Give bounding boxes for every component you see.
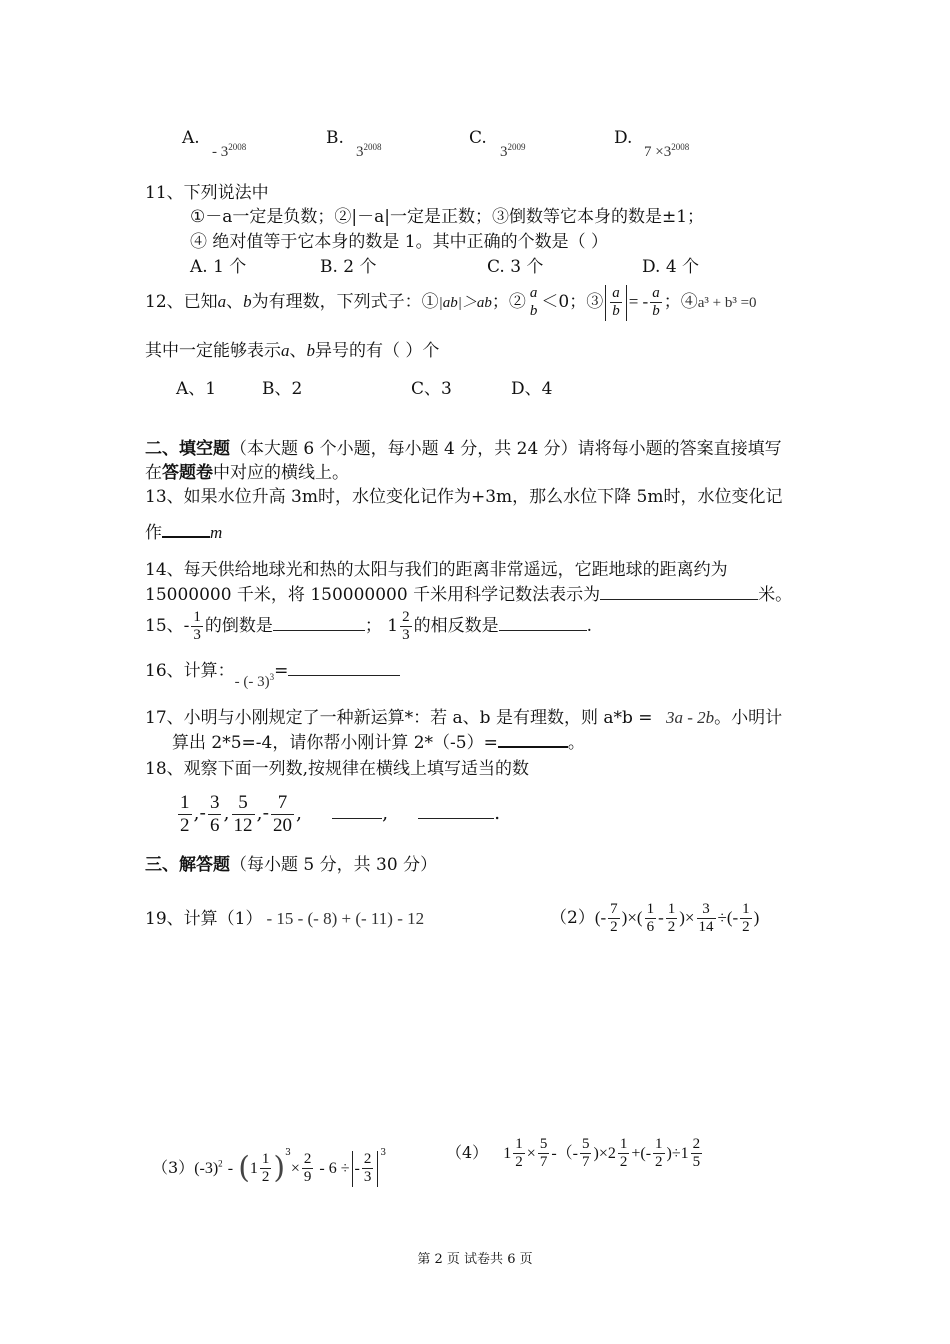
q19-part4	[446, 1128, 704, 1178]
q19-p2-frac2: $\frac{1}{6}$	[646, 900, 655, 935]
q19-p2-frac3: $\frac{1}{2}$	[667, 900, 676, 935]
q15-line	[145, 604, 592, 648]
q15-answer-blank-2[interactable]	[499, 629, 587, 631]
q16-expr: - (- 3)$^3$	[234, 672, 275, 690]
q15-answer-blank-1[interactable]	[273, 629, 365, 631]
q19-p3-abs-left	[352, 1151, 353, 1187]
q14-line2-tail: 米。	[758, 585, 793, 605]
q12-sep: 、	[226, 292, 244, 312]
q18-frac2: $\frac{3}{6}$	[209, 791, 220, 836]
q18-frac3: $\frac{5}{12}$	[233, 791, 253, 836]
q12-option-d: D、4	[511, 379, 553, 399]
q19-p4-frac6: $\frac{2}{5}$	[692, 1135, 701, 1170]
q17-line2-text: 算出 2*5=-4，请你帮小刚计算 2*（-5）=	[172, 733, 498, 753]
q19-p3-minus: -	[227, 1160, 234, 1177]
section2-desc1: （本大题 6 个小题，每小题 4 分，共 24 分）请将每小题的答案直接填写	[230, 439, 782, 459]
q12-line2-var-b: b	[306, 341, 315, 360]
q19-part3	[152, 1128, 387, 1186]
q19-prefix: 19、计算（1）	[145, 909, 263, 929]
q19-p3-paren-open: (	[238, 1150, 250, 1186]
q15-tail: 的相反数是	[413, 616, 499, 636]
q18-comma-2: ,	[223, 802, 230, 824]
q19-p3-label: （3）	[152, 1158, 195, 1177]
q18-frac1: $\frac{1}{2}$	[180, 791, 190, 836]
q17-line1-text: 17、小明与小刚规定了一种新运算*：若 a、b 是有理数，则 a*b =	[145, 708, 653, 728]
q12-option-a: A、1	[176, 379, 217, 399]
q19-p3-times: ×	[290, 1160, 300, 1177]
q18-sequence	[176, 786, 500, 840]
q19-p3-frac2: $\frac{2}{9}$	[303, 1150, 312, 1185]
q19-p4-minus: -（-	[551, 1145, 578, 1162]
q19-p2-times2: )×	[679, 908, 695, 927]
q12-frac3: $\frac{a}{b}$	[612, 284, 620, 319]
q19-p4-w1: 1	[503, 1145, 512, 1162]
q19-p3-frac1: $\frac{1}{2}$	[261, 1150, 270, 1185]
q15-frac2: $\frac{2}{3}$	[402, 608, 410, 643]
q19-p3-exp: 3	[285, 1148, 291, 1158]
q12-mid: 为有理数，下列式子：①	[251, 292, 439, 312]
q12-line2	[145, 336, 439, 361]
q19-p4-times2: )×2	[593, 1145, 616, 1162]
q10-option-c-label: C.	[469, 128, 487, 148]
q12-semi1: ；②	[491, 292, 526, 312]
q13-line1: 13、如果水位升高 3m时，水位变化记作为+3m，那么水位下降 5m时，水位变化记	[145, 487, 783, 507]
q12-line2-var-a: a	[281, 341, 290, 360]
q11-option-d: D. 4 个	[642, 257, 700, 277]
q12-expr4: a³ + b³ =0	[697, 295, 757, 311]
q19-part1	[145, 904, 424, 929]
q19-part2	[550, 894, 759, 942]
q19-p4-frac5: $\frac{1}{2}$	[655, 1135, 663, 1170]
q12-expr2-tail: ＜0；③	[541, 292, 604, 312]
q19-p3-whole: 1	[249, 1160, 258, 1177]
q10-option-d-label: D.	[614, 128, 633, 148]
q12-line2-text: 其中一定能够表示	[145, 341, 281, 361]
q18-comma-1: ,	[193, 802, 200, 824]
q18-answer-blank-1[interactable]	[332, 817, 382, 819]
q12-abs-bar-left	[605, 285, 606, 321]
q18-frac4: $\frac{7}{20}$	[272, 791, 292, 836]
q16-eq: =	[274, 661, 289, 681]
q12-line1	[145, 280, 757, 324]
q15-mid: 的倒数是	[204, 616, 273, 636]
q18-comma-4: ,	[295, 802, 303, 824]
q19-p3-frac3: $\frac{2}{3}$	[363, 1150, 372, 1185]
q17-answer-blank[interactable]	[498, 745, 568, 748]
q12-expr1: |ab|＞ab	[438, 295, 492, 311]
q14-line2-text: 15000000 千米，将 150000000 千米用科学记数法表示为	[145, 585, 601, 605]
section3-title: 三、解答题	[145, 855, 230, 875]
q11-stem: 11、下列说法中	[145, 183, 269, 203]
section2-title: 二、填空题	[145, 439, 230, 459]
q19-p2-label: （2）	[550, 908, 595, 928]
q15-semi: ； 1	[364, 616, 399, 636]
q18-neg-1: -	[199, 802, 206, 824]
q14-line2	[145, 580, 792, 605]
q17-line1-tail: 。小明计	[714, 708, 783, 728]
q19-p3-a: $(-3)^2$	[194, 1158, 223, 1177]
q19-p4-plus: +(-	[631, 1145, 652, 1162]
q19-p2-frac5: $\frac{1}{2}$	[742, 900, 750, 935]
q18-line1: 18、观察下面一列数,按规律在横线上填写适当的数	[145, 759, 530, 779]
q10-option-a-value: - $3^{2008}$	[212, 142, 247, 160]
q19-p2-times1: )×(	[621, 908, 643, 927]
q11-line1: ①－a一定是负数；②|－a|一定是正数；③倒数等它本身的数是±1；	[190, 207, 705, 227]
q18-end: .	[494, 802, 501, 824]
q19-p3-neg: -	[354, 1160, 360, 1177]
q16-line	[145, 656, 400, 690]
q17-line1	[145, 703, 782, 728]
q13-unit: m	[210, 523, 223, 542]
section2-desc2-b: 中对应的横线上。	[213, 463, 349, 483]
q12-option-c: C、3	[411, 379, 452, 399]
q14-answer-blank[interactable]	[600, 598, 758, 600]
q11-option-b: B. 2 个	[320, 257, 377, 277]
q18-comma-3: ,	[256, 802, 263, 824]
q10-option-d-value: $7 \times 3^{2008}$	[644, 142, 690, 160]
q12-frac3-right: $\frac{a}{b}$	[652, 284, 660, 319]
q12-eq3: = -	[628, 292, 649, 311]
q12-var-a: a	[217, 292, 227, 311]
q19-p4-frac2: $\frac{5}{7}$	[539, 1135, 548, 1170]
q18-comma-5: ,	[382, 802, 389, 824]
q18-neg-2: -	[262, 802, 269, 824]
q19-p4-div: )÷1	[666, 1145, 689, 1162]
q10-option-b-label: B.	[326, 128, 344, 148]
q15-end: .	[586, 616, 593, 636]
q11-option-c: C. 3 个	[487, 257, 544, 277]
q10-options	[182, 128, 742, 162]
q19-p2-frac1: $\frac{7}{2}$	[610, 900, 618, 935]
q13-line2	[145, 518, 222, 543]
q17-expr: 3a - 2b	[665, 708, 715, 727]
q17-line2	[172, 728, 585, 753]
q12-abs-bar-right	[626, 285, 627, 321]
section2-heading	[145, 434, 782, 459]
q10-option-a-label: A.	[182, 128, 200, 148]
q12-semi3: ；④	[663, 292, 698, 312]
q19-p3-abs-right	[377, 1151, 378, 1187]
section2-desc2	[145, 458, 349, 483]
q19-p2-open: (-	[594, 908, 607, 927]
q16-prefix: 16、计算：	[145, 661, 235, 681]
section3-desc: （每小题 5 分，共 30 分）	[230, 855, 438, 875]
q19-p3-paren-close: )	[273, 1150, 286, 1186]
q19-p3-b: - 6 ÷	[319, 1160, 350, 1177]
section2-desc2-a: 在	[145, 463, 162, 483]
q10-option-b-value: $3^{2008}$	[356, 142, 382, 160]
q12-line2-sep: 、	[289, 341, 307, 361]
q15-frac1: $\frac{1}{3}$	[193, 608, 201, 643]
q19-p4-frac1: $\frac{1}{2}$	[515, 1135, 523, 1170]
q19-p2-close: )	[753, 908, 760, 927]
q19-p3-exp2: 3	[380, 1148, 387, 1158]
q19-expr1: - 15 - (- 8) + (- 11) - 12	[266, 909, 425, 928]
q19-p2-frac4: $\frac{3}{14}$	[698, 900, 714, 935]
q11-line2: ④ 绝对值等于它本身的数是 1。其中正确的个数是（ ）	[190, 232, 609, 252]
q19-p4-frac3: $\frac{5}{7}$	[581, 1135, 590, 1170]
q14-line1: 14、每天供给地球光和热的太阳与我们的距离非常遥远，它距地球的距离约为	[145, 560, 728, 580]
q12-var-b: b	[243, 292, 252, 311]
q12-line2-tail: 异号的有（ ）个	[315, 341, 440, 361]
q12-option-b: B、2	[262, 379, 303, 399]
q10-option-c-value: $3^{2009}$	[500, 142, 526, 160]
q13-line2-text: 作	[145, 523, 162, 543]
q19-p2-div: ÷(-	[717, 908, 739, 927]
q19-p4-frac4: $\frac{1}{2}$	[619, 1135, 628, 1170]
q12-frac2: a b	[529, 285, 538, 319]
section3-heading	[145, 850, 437, 875]
q11-option-a: A. 1 个	[190, 257, 247, 277]
q15-prefix: 15、-	[145, 616, 190, 636]
q19-p4-times1: ×	[526, 1145, 536, 1162]
page-footer: 第 2 页 试卷共 6 页	[417, 1252, 533, 1267]
q12-prefix: 12、已知	[145, 292, 218, 312]
q19-p2-minus: -	[658, 908, 664, 927]
q18-answer-blank-2[interactable]	[418, 817, 494, 819]
q13-answer-blank[interactable]	[162, 535, 210, 538]
q19-p4-label: （4）	[446, 1143, 489, 1162]
q16-answer-blank[interactable]	[288, 674, 400, 676]
q17-line2-tail: 。	[567, 733, 585, 753]
section2-desc2-bold: 答题卷	[162, 463, 213, 483]
